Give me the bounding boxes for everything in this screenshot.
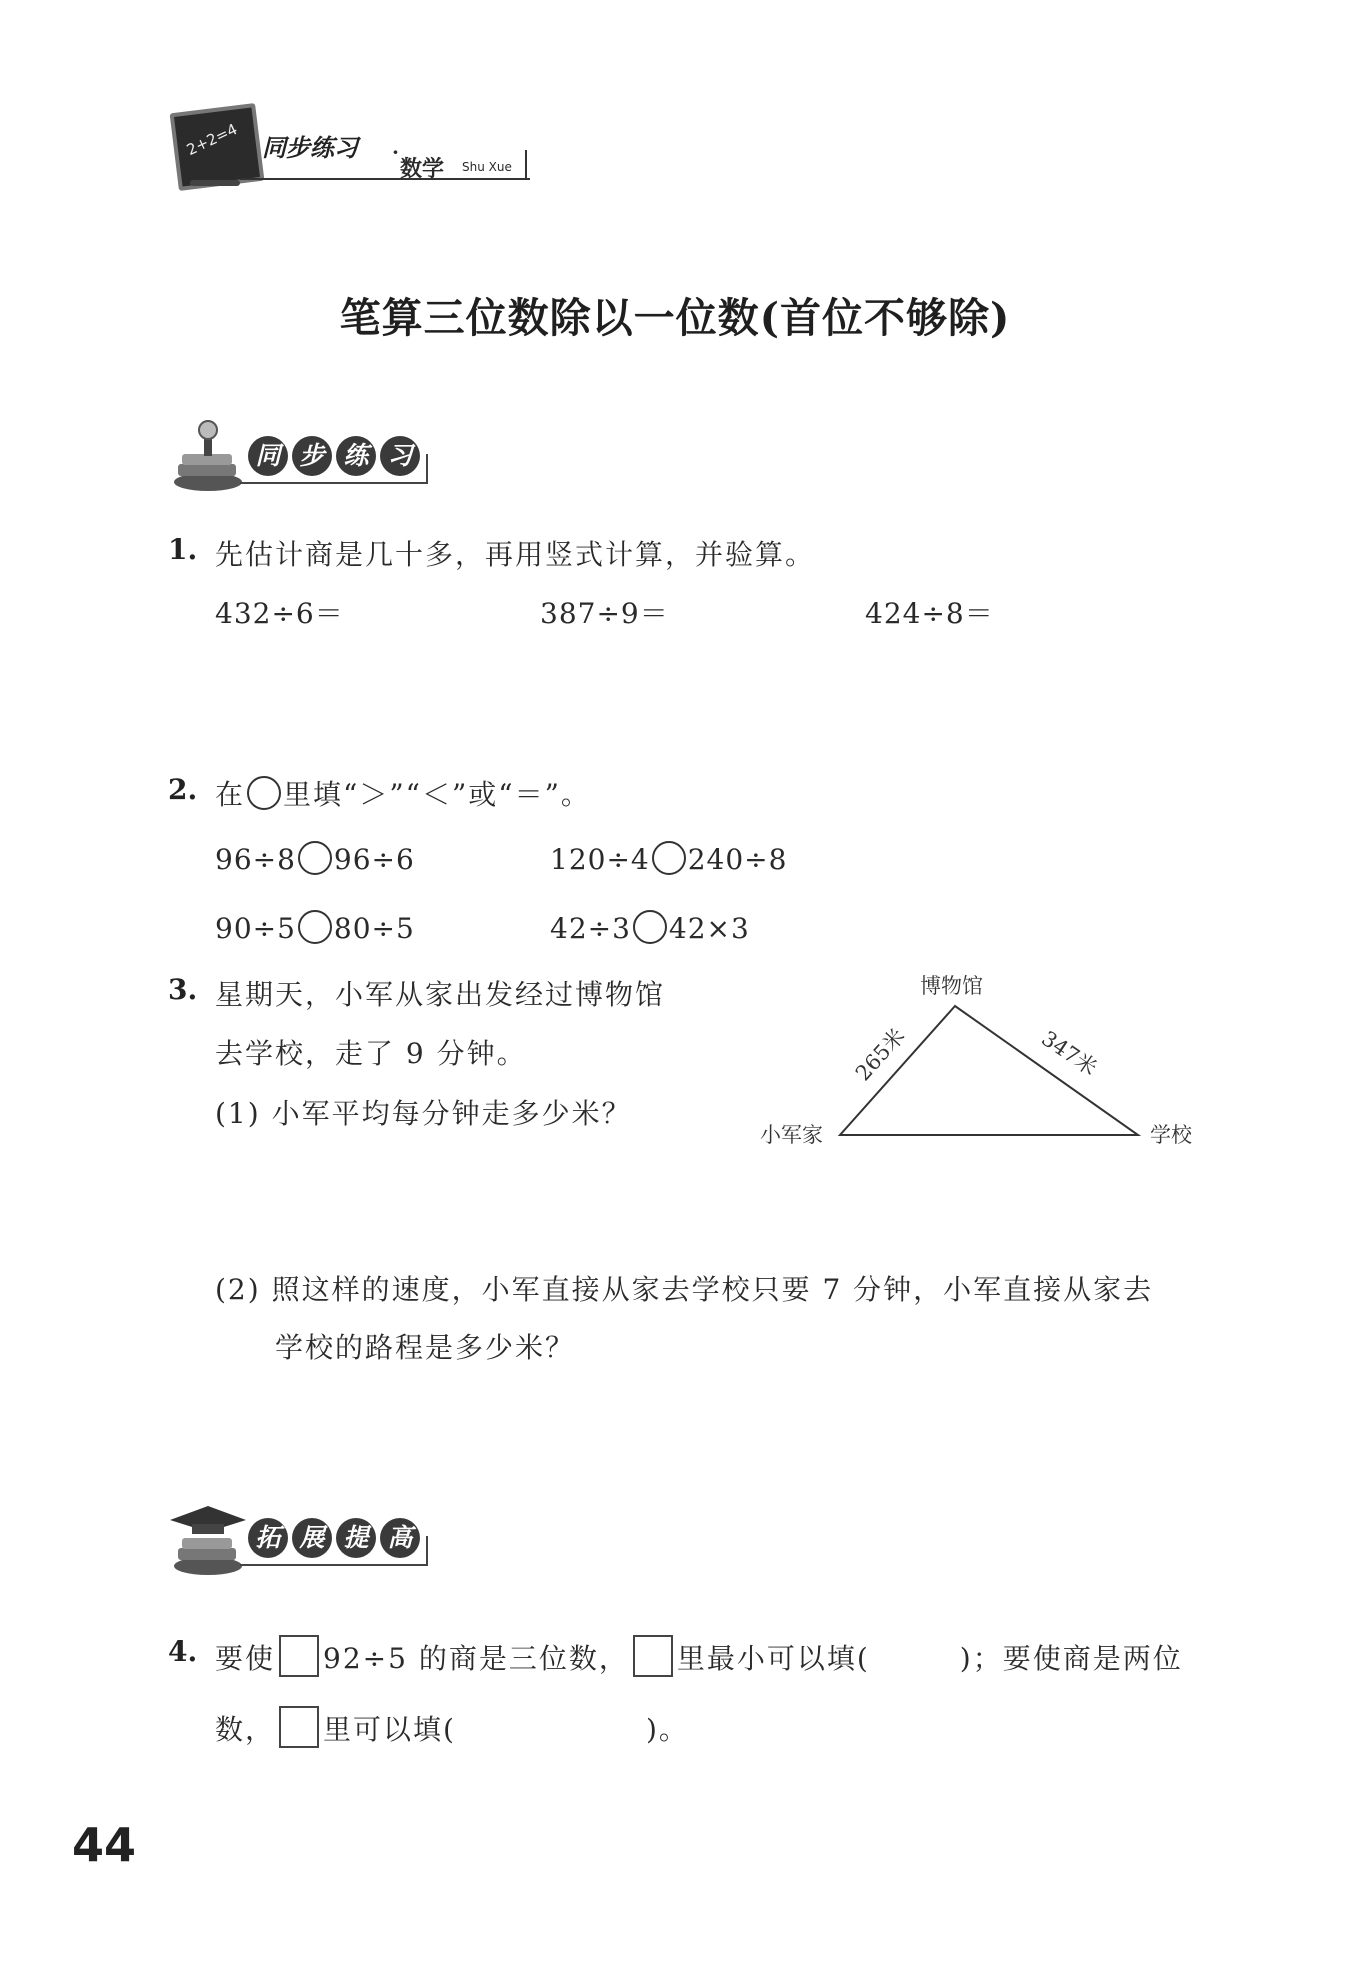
comparison-item — [215, 910, 415, 945]
label-school: 学校 — [1150, 1123, 1192, 1147]
question-number: 3. — [168, 973, 198, 1006]
question-text — [215, 1635, 1183, 1677]
edge-label-museum-school: 347米 — [1037, 1026, 1102, 1081]
question-text-continued — [215, 1706, 689, 1748]
label-museum: 博物馆 — [920, 974, 983, 998]
comparison-item — [215, 841, 415, 876]
header-rule — [240, 178, 530, 180]
division-expression: 432÷6＝ — [215, 597, 344, 630]
subject-name: 数学 — [400, 157, 445, 182]
text-part: 要使 — [215, 1642, 276, 1675]
badge-rule-tick — [426, 454, 428, 484]
text-part: 92÷5 的商是三位数， — [323, 1642, 629, 1675]
question-text: 星期天，小军从家出发经过博物馆 — [215, 978, 666, 1011]
badge-char: 展 — [292, 1518, 332, 1558]
text-part: )；要使商是两位 — [959, 1642, 1183, 1675]
left-expression: 96÷8 — [215, 843, 296, 876]
badge-char: 习 — [380, 436, 420, 476]
sub-question-continued: 学校的路程是多少米？ — [275, 1331, 576, 1364]
badge-rule — [240, 482, 428, 484]
blank-box[interactable] — [279, 1635, 319, 1677]
division-expression: 387÷9＝ — [540, 597, 669, 630]
header-dot: · — [392, 140, 399, 164]
page-number: 44 — [72, 1818, 137, 1872]
label-home: 小军家 — [760, 1123, 823, 1147]
graduation-cap-icon — [168, 1500, 248, 1580]
edge-label-home-museum: 265米 — [850, 1023, 910, 1086]
badge-rule — [240, 1564, 428, 1566]
section-badge-practice — [168, 418, 448, 498]
question-text — [215, 773, 591, 813]
blackboard-text: 2+2=4 — [183, 120, 241, 160]
sub-question: (2) 照这样的速度，小军直接从家去学校只要 7 分钟，小军直接从家去 — [215, 1273, 1154, 1306]
division-expression: 424÷8＝ — [865, 597, 994, 630]
header-rule-tick — [525, 150, 527, 180]
question-text-suffix: 里填“＞”“＜”或“＝”。 — [283, 778, 591, 811]
right-expression: 240÷8 — [687, 843, 788, 876]
compare-circle[interactable] — [633, 910, 667, 944]
question-number: 1. — [168, 533, 198, 566]
text-part: )。 — [645, 1713, 689, 1746]
comparison-item — [550, 910, 750, 945]
right-expression: 96÷6 — [333, 843, 415, 876]
question-number: 2. — [168, 773, 198, 806]
comparison-item — [550, 841, 787, 876]
question-text-prefix: 在 — [215, 778, 246, 811]
text-part: 里可以填( — [323, 1713, 456, 1746]
badge-char: 同 — [248, 436, 288, 476]
compare-circle[interactable] — [652, 841, 686, 875]
page-title: 笔算三位数除以一位数(首位不够除) — [339, 294, 1011, 342]
route-diagram — [740, 960, 1220, 1160]
blank-box[interactable] — [279, 1706, 319, 1748]
text-part: 里最小可以填( — [676, 1642, 870, 1675]
badge-rule-tick — [426, 1536, 428, 1566]
section-badge-extension — [168, 1500, 448, 1580]
left-expression: 42÷3 — [550, 912, 631, 945]
compare-circle — [247, 776, 281, 810]
left-expression: 90÷5 — [215, 912, 296, 945]
badge-char: 提 — [336, 1518, 376, 1558]
text-part: 数， — [215, 1713, 276, 1746]
badge-char: 练 — [336, 436, 376, 476]
series-name: 同步练习 — [262, 134, 358, 162]
question-text: 去学校，走了 9 分钟。 — [215, 1037, 527, 1070]
page-header — [170, 100, 530, 195]
compare-circle[interactable] — [298, 841, 332, 875]
sub-question: (1) 小军平均每分钟走多少米？ — [215, 1097, 632, 1130]
question-number: 4. — [168, 1635, 198, 1668]
subject-pinyin: Shu Xue — [462, 160, 512, 174]
compare-circle[interactable] — [298, 910, 332, 944]
question-text: 先估计商是几十多，再用竖式计算，并验算。 — [215, 538, 816, 571]
right-expression: 42×3 — [668, 912, 750, 945]
badge-char: 步 — [292, 436, 332, 476]
left-expression: 120÷4 — [550, 843, 650, 876]
blank-box[interactable] — [633, 1635, 673, 1677]
badge-char: 高 — [380, 1518, 420, 1558]
badge-char: 拓 — [248, 1518, 288, 1558]
lamp-books-icon — [168, 418, 248, 498]
right-expression: 80÷5 — [333, 912, 415, 945]
blackboard-stand — [190, 180, 240, 186]
